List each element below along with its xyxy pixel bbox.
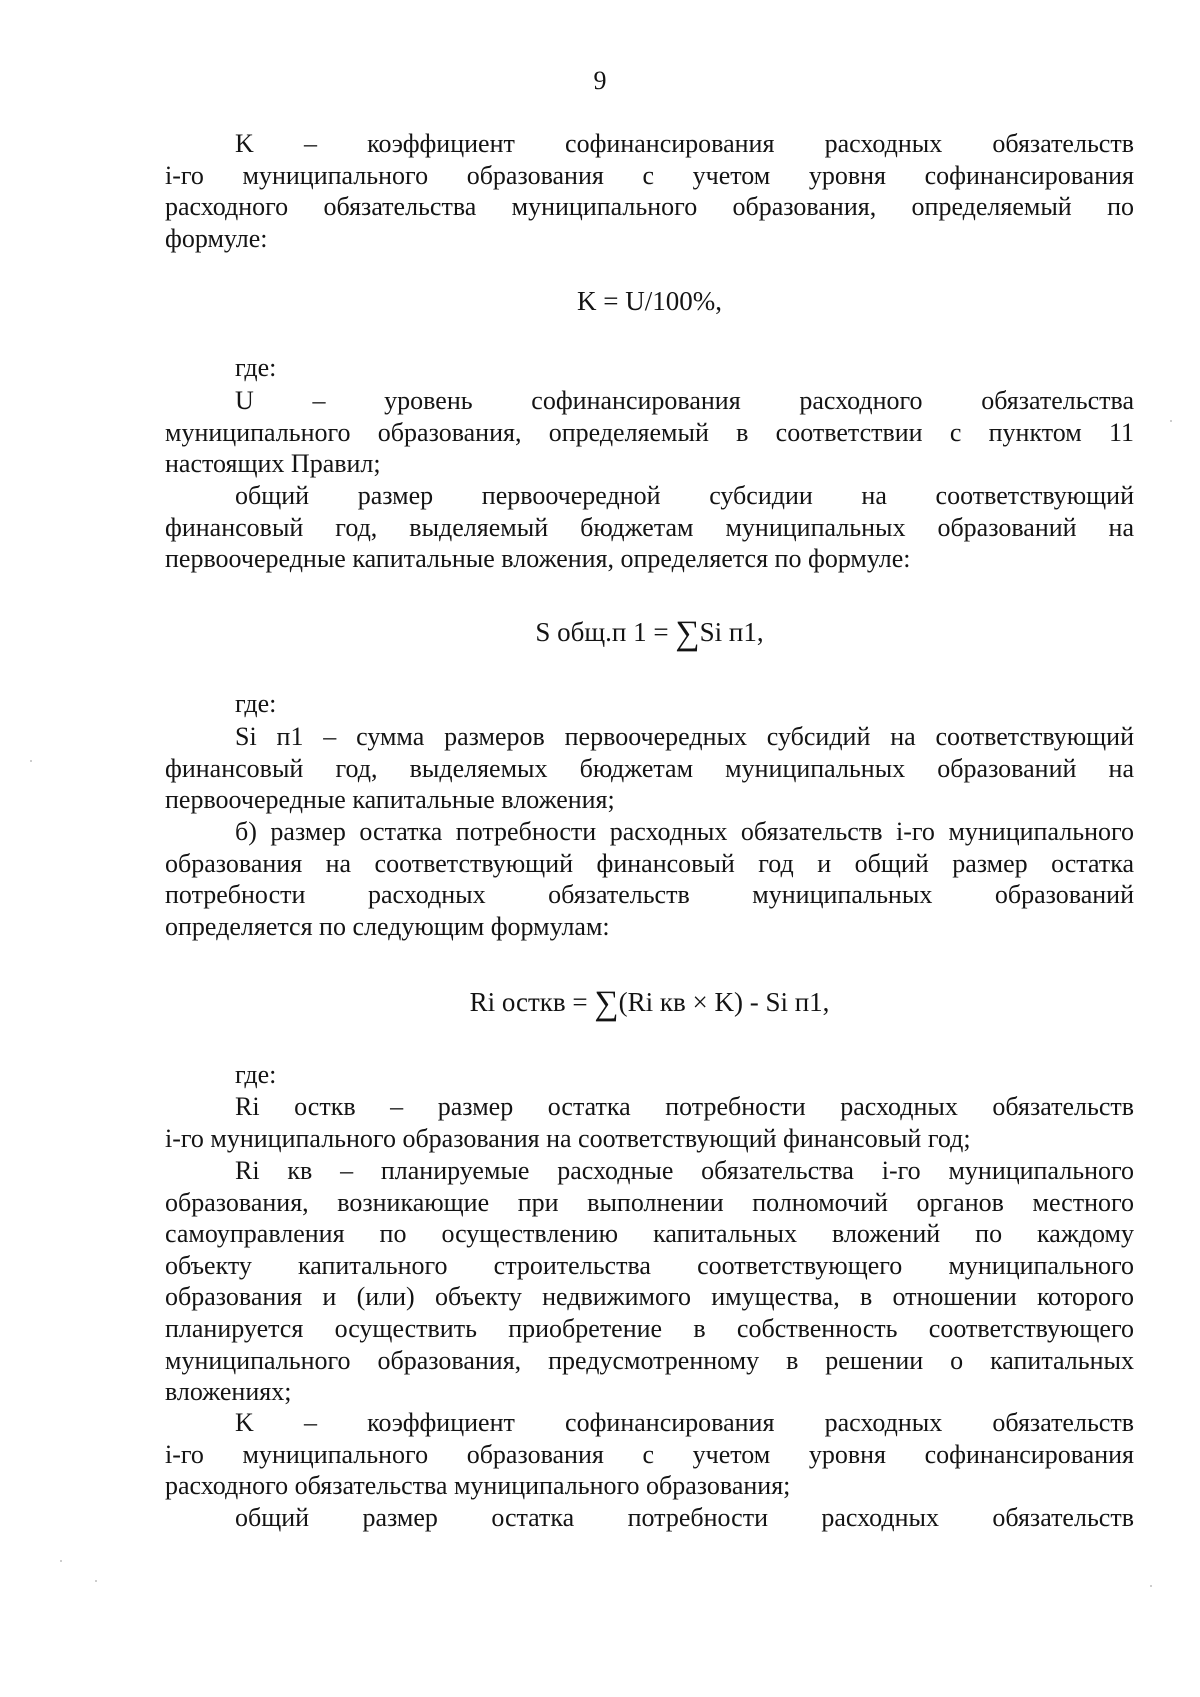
formula-right: (Ri кв × K) - Si п1 xyxy=(618,987,823,1017)
where-label: где: xyxy=(235,689,277,718)
text-line: финансовый год, выделяемых бюджетам муниципальных образований на xyxy=(165,753,1134,783)
formula-s-total xyxy=(165,615,1134,651)
text-line: K – коэффициент софинансирования расходных обязательств xyxy=(235,129,1134,158)
text-line: объекту капитального строительства соответствующего муниципального xyxy=(165,1250,1134,1280)
scan-speck xyxy=(1170,420,1172,422)
paragraph-u-level xyxy=(165,385,1134,480)
text-line: настоящих Правил; xyxy=(165,449,381,479)
text-line: общий размер остатка потребности расходных обязательств xyxy=(235,1503,1134,1532)
text-line: формуле: xyxy=(165,223,268,253)
formula-left: Ri осткв = xyxy=(469,987,595,1017)
scan-speck xyxy=(30,760,32,762)
text-line: Ri кв – планируемые расходные обязательства i-го муниципального xyxy=(235,1156,1134,1185)
formula-right: Si п1 xyxy=(699,617,757,647)
formula-tail: , xyxy=(822,987,830,1017)
where-label: где: xyxy=(235,1060,277,1089)
scan-speck xyxy=(1150,1585,1152,1587)
text-line: вложениях; xyxy=(165,1377,292,1407)
where-label: где: xyxy=(235,353,277,382)
formula-ri-ostkv xyxy=(165,985,1134,1021)
text-line: общий размер первоочередной субсидии на соответствующий xyxy=(235,481,1134,510)
paragraph-si-p1 xyxy=(165,721,1134,816)
text-line: б) размер остатка потребности расходных обязательств i-го муниципального xyxy=(235,817,1134,846)
text-line: первоочередные капитальные вложения, определяется по формуле: xyxy=(165,544,911,574)
text-line: самоуправления по осуществлению капитальных вложений по каждому xyxy=(165,1219,1134,1249)
paragraph-total-remaining-need xyxy=(165,1502,1134,1534)
formula-left: S общ.п 1 = xyxy=(535,617,676,647)
page-number: 9 xyxy=(593,66,607,95)
text-line: планируется осуществить приобретение в собственность соответствующего xyxy=(165,1313,1134,1343)
paragraph-b-remaining-need xyxy=(165,816,1134,942)
paragraph-total-priority-subsidy xyxy=(165,480,1134,575)
text-line: первоочередные капитальные вложения; xyxy=(165,785,615,815)
text-line: Si п1 – сумма размеров первоочередных субсидий на соответствующий xyxy=(235,722,1134,751)
formula-tail: , xyxy=(756,617,764,647)
sigma-symbol: ∑ xyxy=(594,985,619,1022)
text-line: муниципального образования, определяемый в соответствии с пунктом 11 xyxy=(165,417,1134,447)
formula-k: K = U/100%, xyxy=(577,286,722,316)
paragraph-k-coefficient xyxy=(165,128,1134,254)
paragraph-k-coefficient-repeat xyxy=(165,1407,1134,1502)
text-line: i-го муниципального образования с учетом уровня софинансирования xyxy=(165,160,1134,190)
text-line: образования и (или) объекту недвижимого имущества, в отношении которого xyxy=(165,1282,1134,1312)
paragraph-ri-ostkv xyxy=(165,1091,1134,1154)
text-line: U – уровень софинансирования расходного обязательства xyxy=(235,386,1134,415)
text-line: i-го муниципального образования с учетом уровня софинансирования xyxy=(165,1439,1134,1469)
text-line: Ri осткв – размер остатка потребности расходных обязательств xyxy=(235,1092,1134,1121)
text-line: K – коэффициент софинансирования расходных обязательств xyxy=(235,1408,1134,1437)
text-line: определяется по следующим формулам: xyxy=(165,911,610,941)
text-line: образования на соответствующий финансовый год и общий размер остатка xyxy=(165,848,1134,878)
text-line: расходного обязательства муниципального образования; xyxy=(165,1471,791,1501)
paragraph-ri-kv xyxy=(165,1155,1134,1408)
sigma-symbol: ∑ xyxy=(675,615,700,652)
scan-speck xyxy=(60,1560,62,1562)
text-line: образования, возникающие при выполнении полномочий органов местного xyxy=(165,1187,1134,1217)
text-line: потребности расходных обязательств муниципальных образований xyxy=(165,880,1134,910)
text-line: муниципального образования, предусмотренному в решении о капитальных xyxy=(165,1345,1134,1375)
text-line: расходного обязательства муниципального образования, определяемый по xyxy=(165,192,1134,222)
text-line: финансовый год, выделяемый бюджетам муниципальных образований на xyxy=(165,512,1134,542)
scan-speck xyxy=(95,1580,97,1582)
text-line: i-го муниципального образования на соответствующий финансовый год; xyxy=(165,1123,971,1153)
